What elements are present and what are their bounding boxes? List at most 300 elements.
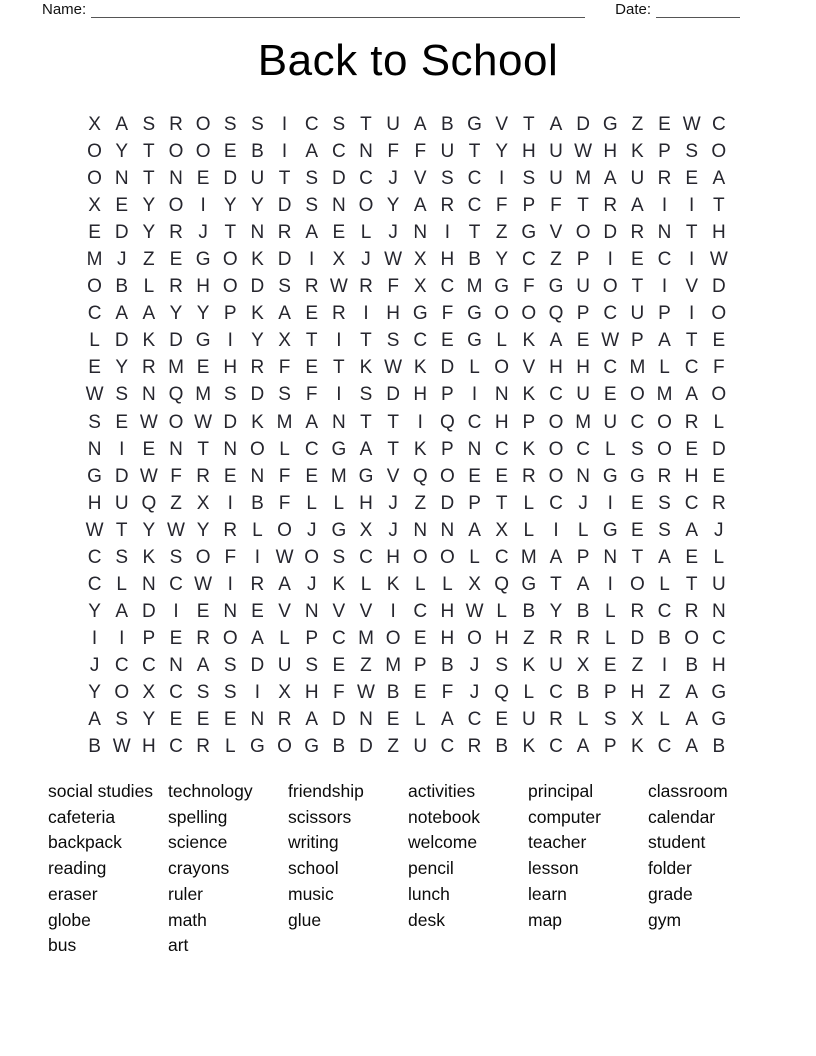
grid-letter: A xyxy=(468,519,481,541)
grid-letter: X xyxy=(88,195,101,217)
grid-letter: I xyxy=(173,600,179,622)
grid-letter: R xyxy=(277,709,292,731)
grid-letter: R xyxy=(657,465,672,487)
grid-letter: E xyxy=(603,654,617,676)
grid-letter: H xyxy=(711,654,726,676)
grid-letter: R xyxy=(684,600,699,622)
grid-letter: O xyxy=(657,438,672,460)
grid-letter: P xyxy=(576,303,590,325)
grid-letter: M xyxy=(330,465,347,487)
grid-row xyxy=(81,111,732,138)
grid-letter: A xyxy=(142,303,156,325)
grid-letter: I xyxy=(200,195,206,217)
grid-letter: C xyxy=(576,438,590,460)
grid-letter: O xyxy=(711,384,727,406)
grid-letter: G xyxy=(711,709,727,731)
grid-letter: A xyxy=(359,438,373,460)
grid-letter: L xyxy=(333,492,345,514)
grid-letter: C xyxy=(114,654,129,676)
grid-letter: Y xyxy=(142,709,156,731)
grid-letter: A xyxy=(549,330,563,352)
grid-letter: D xyxy=(331,168,346,190)
grid-letter: M xyxy=(629,357,646,379)
grid-letter: C xyxy=(521,249,536,271)
grid-letter: D xyxy=(277,195,292,217)
grid-letter: G xyxy=(467,330,482,352)
grid-letter: Z xyxy=(143,249,155,271)
grid-letter: K xyxy=(413,357,427,379)
word-list-item: science xyxy=(168,832,228,853)
grid-letter: O xyxy=(548,411,564,433)
grid-letter: S xyxy=(658,492,671,514)
grid-letter: L xyxy=(279,627,290,649)
grid-letter: L xyxy=(89,330,100,352)
grid-letter: J xyxy=(714,519,724,541)
grid-letter: B xyxy=(386,681,400,703)
grid-letter: E xyxy=(495,465,509,487)
word-list-item: grade xyxy=(648,883,693,904)
grid-row xyxy=(81,409,732,436)
grid-letter: H xyxy=(196,276,210,298)
grid-letter: W xyxy=(329,276,348,298)
grid-letter: R xyxy=(169,222,183,244)
grid-letter: X xyxy=(413,249,427,271)
grid-letter: H xyxy=(576,357,590,379)
grid-letter: O xyxy=(222,276,238,298)
grid-letter: Z xyxy=(631,114,644,135)
grid-letter: S xyxy=(603,709,617,731)
grid-letter: M xyxy=(195,384,212,406)
grid-letter: Y xyxy=(549,600,563,622)
grid-row xyxy=(81,544,732,571)
grid-letter: O xyxy=(385,627,401,649)
grid-letter: S xyxy=(142,114,156,135)
grid-letter: N xyxy=(223,600,238,622)
grid-letter: D xyxy=(114,465,129,487)
grid-letter: J xyxy=(469,654,480,676)
grid-letter: E xyxy=(603,384,617,406)
word-list-item: calendar xyxy=(648,806,716,827)
grid-letter: A xyxy=(658,546,671,568)
grid-letter: S xyxy=(115,546,129,568)
grid-letter: O xyxy=(711,141,727,163)
word-list-item: social studies xyxy=(48,781,154,801)
grid-letter: E xyxy=(88,357,101,379)
grid-letter: N xyxy=(114,168,129,190)
grid-letter: I xyxy=(363,303,369,325)
grid-letter: T xyxy=(224,222,237,244)
grid-letter: T xyxy=(685,330,698,352)
grid-row xyxy=(81,463,732,490)
grid-letter: G xyxy=(494,276,510,298)
grid-letter: J xyxy=(89,654,100,676)
grid-letter: B xyxy=(576,681,590,703)
word-list-item: scissors xyxy=(288,806,352,827)
word-list-item: activities xyxy=(408,781,476,801)
grid-letter: T xyxy=(360,114,372,135)
grid-letter: S xyxy=(658,519,671,541)
grid-letter: N xyxy=(87,438,102,460)
grid-letter: L xyxy=(279,438,290,460)
grid-letter: N xyxy=(141,384,156,406)
grid-letter: H xyxy=(223,357,238,379)
grid-letter: Y xyxy=(142,222,156,244)
grid-letter: A xyxy=(278,303,291,325)
grid-letter: E xyxy=(223,709,237,731)
grid-letter: L xyxy=(306,492,317,514)
grid-letter: K xyxy=(251,249,264,271)
grid-letter: R xyxy=(440,195,455,217)
grid-letter: H xyxy=(494,627,509,649)
grid-letter: O xyxy=(195,141,211,163)
grid-letter: C xyxy=(711,114,726,135)
grid-letter: D xyxy=(114,330,129,352)
grid-letter: H xyxy=(684,465,699,487)
grid-letter: B xyxy=(441,114,454,135)
grid-letter: E xyxy=(196,709,210,731)
grid-letter: P xyxy=(441,384,454,406)
grid-letter: N xyxy=(413,222,428,244)
grid-letter: T xyxy=(495,492,508,514)
grid-letter: K xyxy=(251,411,264,433)
grid-letter: Y xyxy=(386,195,400,217)
grid-letter: B xyxy=(576,600,590,622)
grid-letter: X xyxy=(495,519,509,541)
grid-letter: X xyxy=(278,681,291,703)
grid-letter: V xyxy=(413,168,427,190)
grid-letter: C xyxy=(440,736,455,758)
grid-letter: M xyxy=(86,249,103,271)
grid-letter: X xyxy=(88,114,101,135)
grid-letter: R xyxy=(141,357,156,379)
word-list-item: teacher xyxy=(528,832,587,853)
grid-letter: O xyxy=(548,465,564,487)
grid-letter: N xyxy=(467,438,482,460)
grid-letter: M xyxy=(656,384,673,406)
word-list-item: lunch xyxy=(408,883,450,904)
name-label: Name: xyxy=(42,1,87,18)
grid-letter: T xyxy=(333,357,345,379)
grid-letter: I xyxy=(119,627,125,649)
grid-letter: R xyxy=(467,736,482,758)
grid-letter: U xyxy=(549,168,563,190)
grid-letter: O xyxy=(168,195,184,217)
grid-letter: U xyxy=(250,168,265,190)
grid-letter: U xyxy=(711,573,726,595)
grid-letter: R xyxy=(711,492,726,514)
grid-letter: D xyxy=(169,330,183,352)
grid-letter: T xyxy=(360,411,372,433)
grid-letter: C xyxy=(304,438,319,460)
grid-row xyxy=(81,300,732,327)
grid-letter: H xyxy=(386,546,400,568)
grid-letter: N xyxy=(359,709,373,731)
grid-row xyxy=(81,679,732,706)
grid-letter: U xyxy=(576,276,590,298)
grid-letter: T xyxy=(577,195,589,217)
grid-letter: X xyxy=(413,276,427,298)
grid-letter: T xyxy=(523,114,535,135)
grid-letter: P xyxy=(468,492,481,514)
date-blank-line xyxy=(656,3,740,18)
grid-letter: R xyxy=(169,114,183,135)
grid-letter: O xyxy=(629,384,645,406)
grid-letter: V xyxy=(685,276,698,298)
grid-letter: F xyxy=(333,681,345,703)
grid-letter: N xyxy=(657,222,672,244)
grid-letter: H xyxy=(630,681,645,703)
grid-letter: M xyxy=(466,276,483,298)
grid-letter: O xyxy=(494,357,510,379)
grid-letter: C xyxy=(657,736,672,758)
grid-letter: S xyxy=(223,114,237,135)
grid-letter: S xyxy=(278,384,291,406)
grid-letter: P xyxy=(522,195,536,217)
grid-letter: Z xyxy=(631,654,644,676)
grid-letter: I xyxy=(607,492,613,514)
grid-letter: S xyxy=(223,681,237,703)
grid-letter: R xyxy=(250,573,265,595)
grid-letter: O xyxy=(114,681,130,703)
grid-letter: O xyxy=(657,411,672,433)
grid-letter: E xyxy=(685,438,698,460)
grid-letter: J xyxy=(469,681,480,703)
grid-letter: E xyxy=(413,681,427,703)
grid-letter: T xyxy=(468,222,481,244)
grid-letter: R xyxy=(684,411,699,433)
grid-letter: I xyxy=(444,222,451,244)
grid-letter: W xyxy=(275,546,294,568)
grid-letter: C xyxy=(413,600,428,622)
grid-letter: K xyxy=(413,438,427,460)
grid-letter: T xyxy=(143,168,155,190)
grid-letter: G xyxy=(250,736,265,758)
grid-letter: S xyxy=(223,654,237,676)
grid-letter: W xyxy=(384,249,403,271)
word-list-item: learn xyxy=(528,883,567,904)
grid-letter: O xyxy=(304,546,320,568)
grid-letter: O xyxy=(575,222,591,244)
grid-letter: W xyxy=(384,357,403,379)
grid-letter: G xyxy=(467,303,482,325)
word-list-item: notebook xyxy=(408,806,481,827)
grid-letter: D xyxy=(114,222,129,244)
grid-letter: E xyxy=(332,654,346,676)
grid-letter: P xyxy=(576,546,590,568)
grid-letter: N xyxy=(169,654,183,676)
grid-letter: R xyxy=(223,519,238,541)
grid-letter: N xyxy=(250,709,265,731)
grid-letter: A xyxy=(685,681,698,703)
grid-letter: E xyxy=(142,438,156,460)
grid-letter: T xyxy=(115,519,128,541)
grid-letter: C xyxy=(413,330,428,352)
grid-letter: M xyxy=(385,654,402,676)
grid-letter: C xyxy=(494,546,509,568)
grid-letter: O xyxy=(440,546,455,568)
grid-letter: L xyxy=(496,330,507,352)
grid-letter: S xyxy=(196,681,210,703)
word-list-item: writing xyxy=(288,832,339,853)
grid-letter: I xyxy=(689,303,695,325)
grid-letter: C xyxy=(440,276,455,298)
grid-letter: K xyxy=(522,384,536,406)
grid-letter: U xyxy=(549,654,563,676)
grid-letter: W xyxy=(85,519,104,541)
grid-letter: A xyxy=(115,114,129,135)
grid-row xyxy=(81,490,732,517)
grid-letter: U xyxy=(576,384,590,406)
grid-letter: E xyxy=(305,357,319,379)
grid-letter: I xyxy=(254,681,261,703)
grid-letter: U xyxy=(386,114,400,135)
grid-letter: H xyxy=(359,492,373,514)
grid-letter: E xyxy=(332,222,346,244)
grid-letter: C xyxy=(603,303,618,325)
grid-letter: A xyxy=(685,384,698,406)
grid-letter: K xyxy=(631,141,644,163)
grid-letter: X xyxy=(359,519,373,541)
grid-letter: S xyxy=(223,384,237,406)
grid-letter: W xyxy=(357,681,375,703)
grid-letter: B xyxy=(88,736,101,758)
grid-letter: C xyxy=(549,736,563,758)
grid-letter: D xyxy=(359,736,373,758)
grid-letter: F xyxy=(224,546,237,568)
grid-letter: A xyxy=(576,573,590,595)
grid-letter: Y xyxy=(196,519,210,541)
grid-letter: C xyxy=(169,736,183,758)
grid-letter: G xyxy=(331,438,347,460)
grid-letter: D xyxy=(331,709,346,731)
grid-letter: K xyxy=(142,330,156,352)
grid-letter: G xyxy=(195,249,211,271)
grid-letter: N xyxy=(440,519,455,541)
grid-letter: X xyxy=(142,681,156,703)
grid-letter: Y xyxy=(251,330,264,352)
grid-letter: C xyxy=(87,573,102,595)
grid-letter: L xyxy=(604,600,616,622)
grid-letter: T xyxy=(713,195,725,217)
grid-letter: L xyxy=(604,627,616,649)
grid-letter: A xyxy=(603,168,617,190)
grid-letter: I xyxy=(119,438,125,460)
grid-letter: I xyxy=(281,114,288,135)
page-title: Back to School xyxy=(257,36,559,85)
grid-row xyxy=(81,138,732,165)
grid-letter: N xyxy=(169,168,183,190)
grid-letter: T xyxy=(360,330,372,352)
grid-letter: C xyxy=(467,195,482,217)
grid-letter: Y xyxy=(169,303,183,325)
grid-letter: V xyxy=(332,600,346,622)
grid-letter: W xyxy=(194,411,213,433)
grid-letter: L xyxy=(523,492,535,514)
grid-letter: E xyxy=(413,627,427,649)
grid-letter: A xyxy=(549,546,563,568)
grid-letter: T xyxy=(197,438,209,460)
grid-letter: B xyxy=(495,736,509,758)
grid-letter: R xyxy=(250,357,265,379)
grid-letter: N xyxy=(250,222,265,244)
grid-letter: E xyxy=(685,168,698,190)
grid-letter: L xyxy=(252,519,263,541)
grid-letter: I xyxy=(607,573,613,595)
grid-letter: I xyxy=(661,195,668,217)
grid-letter: F xyxy=(278,492,291,514)
grid-letter: H xyxy=(386,303,400,325)
grid-letter: R xyxy=(304,276,319,298)
grid-letter: C xyxy=(549,492,563,514)
grid-letter: A xyxy=(712,168,726,190)
grid-letter: L xyxy=(143,276,155,298)
grid-letter: E xyxy=(223,141,237,163)
grid-letter: I xyxy=(281,141,288,163)
grid-letter: C xyxy=(549,681,563,703)
grid-letter: P xyxy=(305,627,319,649)
grid-letter: S xyxy=(169,546,183,568)
grid-letter: X xyxy=(332,249,346,271)
grid-letter: P xyxy=(142,627,156,649)
grid-letter: E xyxy=(576,330,590,352)
grid-letter: D xyxy=(386,384,400,406)
grid-letter: Y xyxy=(115,141,129,163)
grid-row xyxy=(81,165,732,192)
grid-letter: Z xyxy=(170,492,182,514)
grid-letter: Q xyxy=(548,303,564,325)
grid-row xyxy=(81,733,732,760)
grid-letter: M xyxy=(520,546,537,568)
word-list-item: map xyxy=(528,909,563,930)
grid-letter: A xyxy=(305,709,319,731)
grid-letter: J xyxy=(361,249,371,271)
grid-letter: O xyxy=(87,168,102,190)
grid-letter: O xyxy=(87,276,102,298)
grid-letter: K xyxy=(386,573,400,595)
grid-letter: B xyxy=(712,736,726,758)
word-list-item: lesson xyxy=(528,858,579,879)
grid-letter: V xyxy=(549,222,563,244)
grid-letter: B xyxy=(522,600,536,622)
grid-letter: Y xyxy=(115,357,129,379)
grid-letter: S xyxy=(495,654,509,676)
grid-row xyxy=(81,517,732,544)
grid-letter: T xyxy=(305,330,318,352)
grid-letter: D xyxy=(711,276,726,298)
word-list-column xyxy=(288,779,408,959)
grid-letter: F xyxy=(441,681,454,703)
grid-letter: E xyxy=(223,465,237,487)
word-list-item: pencil xyxy=(408,858,454,879)
grid-letter: L xyxy=(496,600,507,622)
grid-letter: D xyxy=(630,627,645,649)
grid-letter: O xyxy=(222,249,238,271)
grid-letter: R xyxy=(196,627,210,649)
grid-letter: E xyxy=(441,330,454,352)
grid-letter: I xyxy=(336,384,342,406)
grid-letter: G xyxy=(602,519,618,541)
grid-letter: D xyxy=(711,438,726,460)
grid-letter: L xyxy=(414,573,426,595)
grid-letter: K xyxy=(522,736,536,758)
word-list-column xyxy=(648,779,768,959)
grid-letter: A xyxy=(685,519,698,541)
grid-letter: L xyxy=(360,222,372,244)
grid-letter: E xyxy=(196,168,210,190)
grid-letter: Z xyxy=(414,492,427,514)
grid-letter: L xyxy=(604,438,616,460)
grid-letter: F xyxy=(278,465,291,487)
